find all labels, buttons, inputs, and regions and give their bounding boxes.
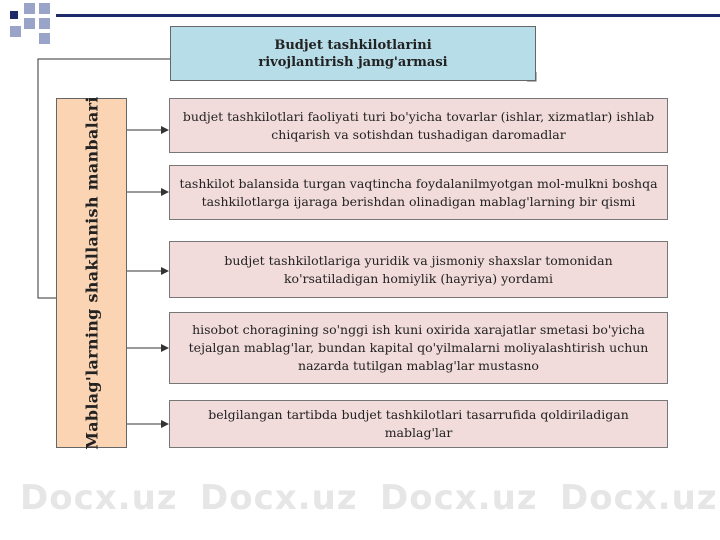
watermark: Docx.uz [380,478,538,518]
source-item-4 [169,312,668,384]
watermark: Docx.uz [20,478,178,518]
item-line: chiqarish va sotishdan tushadigan daromadlar [271,126,566,142]
source-item-2 [169,165,668,220]
title-box [170,26,536,81]
item-line: hisobot choragining so'nggi ish kuni oxirida xarajatlar smetasi bo'yicha [192,322,645,337]
item-line: mablag'lar [384,425,453,440]
source-item-5 [169,400,668,448]
item-line: nazarda tutilgan mablag'lar mustasno [298,358,539,373]
item-line: tashkilotlarga ijaraga berishdan olinadigan mablag'larning bir qismi [201,193,636,209]
item-line: belgilangan tartibda budjet tashkilotlari tasarrufida qoldiriladigan [208,407,629,422]
item-line: tashkilot balansida turgan vaqtincha foydalanilmyotgan mol-mulkni boshqa [179,175,658,191]
title-line-1: Budjet tashkilotlarini [274,37,432,53]
title-line-2: rivojlantirish jamg'armasi [258,54,448,70]
item-line: ko'rsatiladigan homiylik (hayriya) yordami [283,270,553,286]
item-line: budjet tashkilotlariga yuridik va jismoniy shaxslar tomonidan [224,252,613,268]
item-line: budjet tashkilotlari faoliyati turi bo'yicha tovarlar (ishlar, xizmatlar) ishlab [182,108,655,124]
source-item-1 [169,98,668,153]
source-item-3 [169,241,668,298]
side-label-box [56,98,127,448]
watermark: Docx.uz [200,478,358,518]
item-line: tejalgan mablag'lar, bundan kapital qo'yilmalarni moliyalashtirish uchun [188,340,649,355]
watermark: Docx.uz [560,478,718,518]
side-label: Mablag'larning shakllanish manbalari [82,96,101,450]
